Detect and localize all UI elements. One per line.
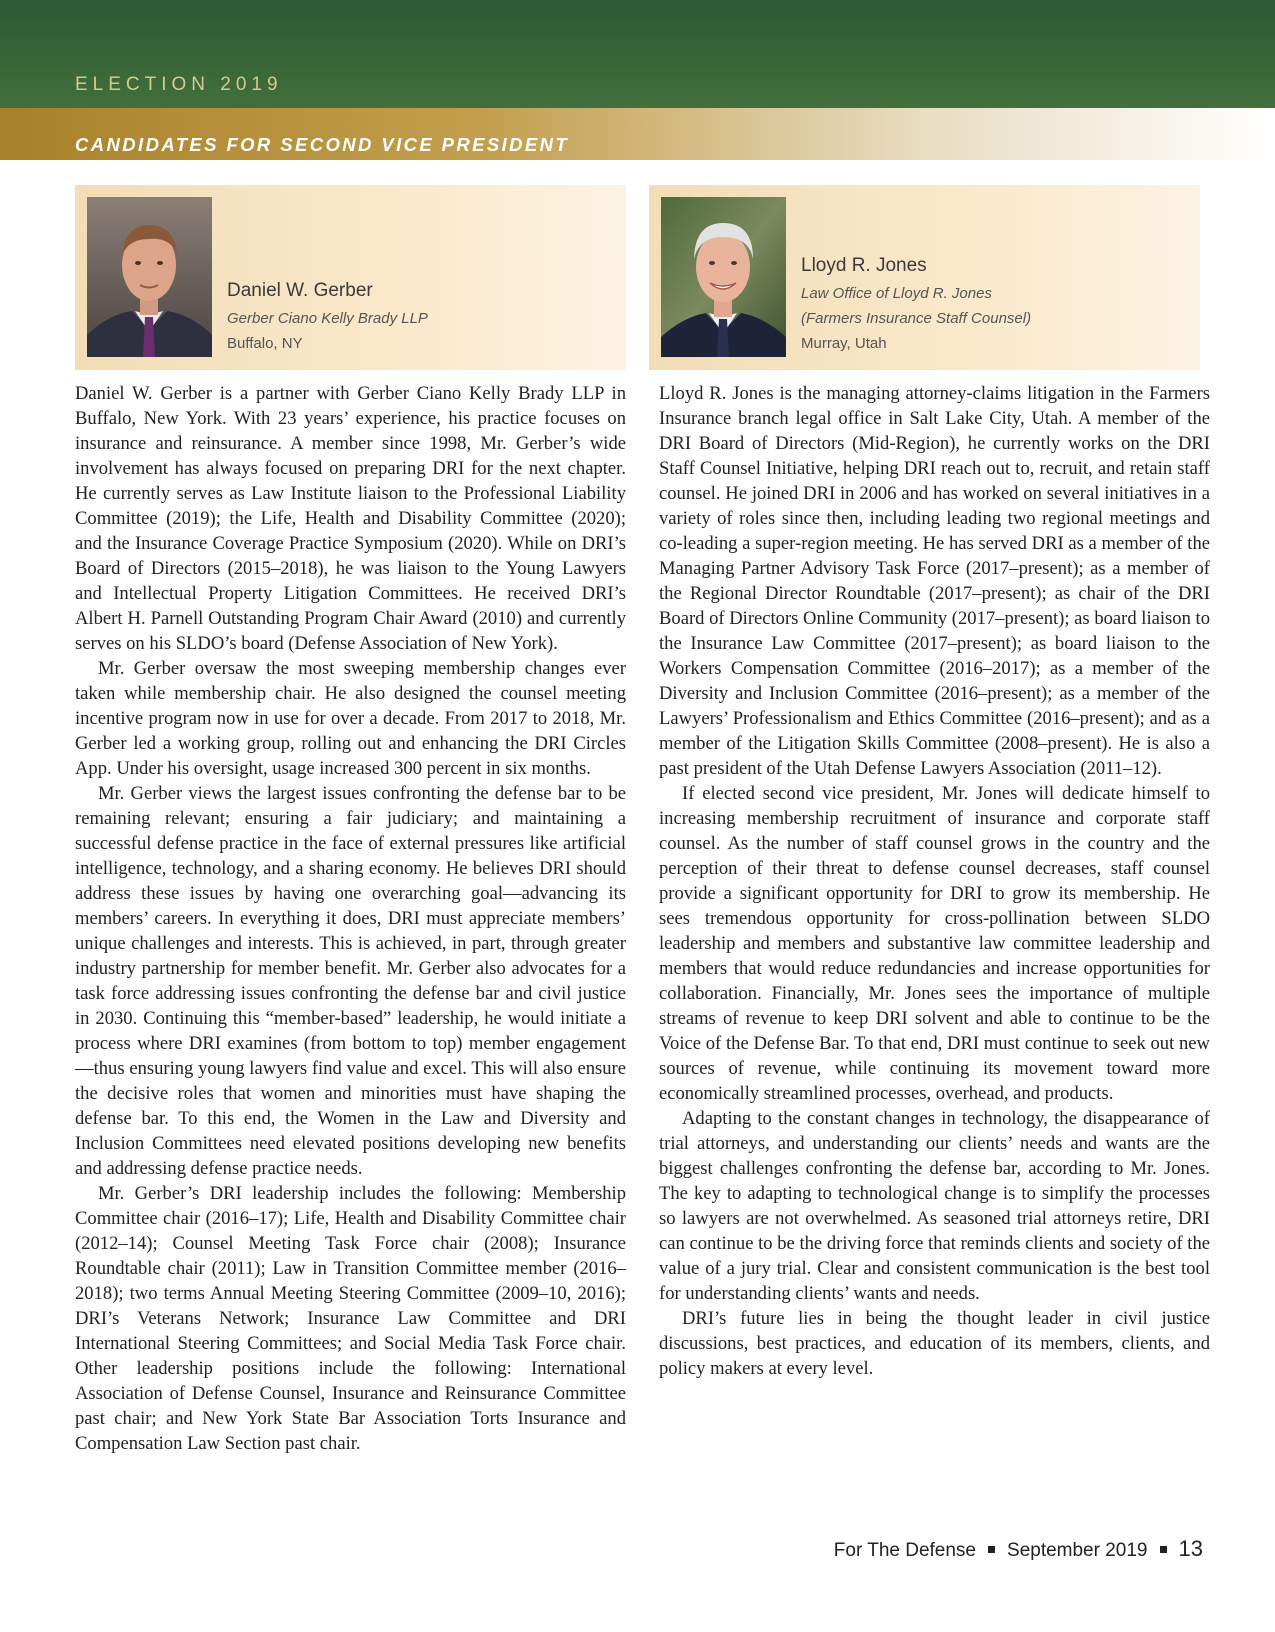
bio-paragraph: Daniel W. Gerber is a partner with Gerber Ciano Kelly Brady LLP in Buffalo, New York. With 23 years’ experience, his practice focuses on insurance and reinsurance. A member since 1998, Mr. Gerber’s wide involvement has always focused on preparing DRI for the next chapter. He currently serves as Law Institute liaison to the Professional Liability Committee (2019); the Life, Health and Disability Committee (2020); and the Insurance Coverage Practice Symposium (2020). While on DRI’s Board of Directors (2015–2018), he was liaison to the Young Lawyers and Intellectual Property Litigation Committees. He received DRI’s Albert H. Parnell Outstanding Program Chair Award (2010) and currently serves on his SLDO’s board (Defense Association of New York). bbox=[75, 383, 626, 654]
portrait-icon bbox=[87, 197, 212, 357]
candidate-firm-note: (Farmers Insurance Staff Counsel) bbox=[801, 310, 1032, 327]
candidate-name: Lloyd R. Jones bbox=[801, 255, 927, 276]
portrait-icon bbox=[661, 197, 786, 357]
bio-paragraph: DRI’s future lies in being the thought leader in civil justice discussions, best practices, and education of its members, clients, and policy makers at every level. bbox=[659, 1308, 1210, 1379]
candidate-photo-jones bbox=[661, 197, 786, 357]
candidate-firm: Law Office of Lloyd R. Jones bbox=[801, 285, 992, 302]
election-kicker: ELECTION 2019 bbox=[75, 74, 283, 95]
separator-square-icon bbox=[988, 1546, 995, 1553]
candidate-location: Murray, Utah bbox=[801, 335, 887, 352]
separator-square-icon bbox=[1160, 1546, 1167, 1553]
bio-paragraph: Adapting to the constant changes in technology, the disappearance of trial attorneys, and understanding our clients’ needs and wants are the biggest challenges confronting the defense bar, according to Mr. Jones. The key to adapting to technological change is to simplify the processes so lawyers are not overwhelmed. As seasoned trial attorneys retire, DRI can continue to be the driving force that reminds clients and society of the value of a jury trial. Clear and consistent communication is the best tool for understanding clients’ wants and needs. bbox=[659, 1108, 1210, 1304]
candidate-name: Daniel W. Gerber bbox=[227, 280, 373, 301]
candidate-card-gerber bbox=[75, 185, 626, 370]
page-number: 13 bbox=[1178, 1536, 1203, 1561]
section-title: CANDIDATES FOR SECOND VICE PRESIDENT bbox=[75, 134, 570, 155]
bio-paragraph: Mr. Gerber views the largest issues confronting the defense bar to be remaining relevant; ensuring a fair judiciary; and maintaining a successful defense practice in the face of external pressures like artificial intelligence, technology, and a sharing economy. He believes DRI should address these issues by having one overarching goal—advancing its members’ careers. In everything it does, DRI must appreciate members’ unique challenges and interests. This is achieved, in part, through greater industry partnership for member benefit. Mr. Gerber also advocates for a task force addressing issues confronting the defense bar and civil justice in 2030. Continuing this “member-based” leadership, he would initiate a process where DRI examines (from bottom to top) member engagement—thus ensuring young lawyers find value and excel. This will also ensure the decisive roles that women and minorities must have shaping the defense bar. To this end, the Women in the Law and Diversity and Inclusion Committees need elevated positions developing new benefits and addressing defense practice needs. bbox=[75, 783, 626, 1179]
publication-name: For The Defense bbox=[833, 1540, 977, 1561]
candidate-photo-gerber bbox=[87, 197, 212, 357]
bio-paragraph: If elected second vice president, Mr. Jones will dedicate himself to increasing membership recruitment of insurance and corporate staff counsel. As the number of staff counsel grows in the country and the perception of their threat to defense counsel decreases, staff counsel provide a significant opportunity for DRI to grow its membership. He sees tremendous opportunity for cross-pollination between SLDO leadership and members and substantive law committee leadership and members that would reduce redundancies and increase opportunities for collaboration. Financially, Mr. Jones sees the importance of multiple streams of revenue to keep DRI solvent and able to continue to be the Voice of the Defense Bar. To that end, DRI must continue to seek out new sources of revenue, while continuing its movement toward more economically streamlined processes, overhead, and products. bbox=[659, 783, 1210, 1104]
candidate-firm: Gerber Ciano Kelly Brady LLP bbox=[227, 310, 428, 327]
candidate-bio-gerber bbox=[75, 381, 626, 1456]
candidate-location: Buffalo, NY bbox=[227, 335, 303, 352]
bio-paragraph: Mr. Gerber’s DRI leadership includes the following: Membership Committee chair (2016–17); Life, Health and Disability Committee chair (2012–14); Counsel Meeting Task Force chair (2008); Insurance Roundtable chair (2011); Law in Transition Committee member (2016–2018); two terms Annual Meeting Steering Committee (2009–10, 2016); DRI’s Veterans Network; Insurance Law Committee and DRI International Steering Committees; and Social Media Task Force chair. Other leadership positions include the following: International Association of Defense Counsel, Insurance and Reinsurance Committee past chair; and New York State Bar Association Torts Insurance and Compensation Law Section past chair. bbox=[75, 1183, 626, 1454]
candidate-card-jones bbox=[649, 185, 1200, 370]
candidate-bio-jones bbox=[659, 381, 1210, 1381]
bio-paragraph: Lloyd R. Jones is the managing attorney-claims litigation in the Farmers Insurance branch legal office in Salt Lake City, Utah. A member of the DRI Board of Directors (Mid-Region), he currently works on the DRI Staff Counsel Initiative, helping DRI reach out to, recruit, and retain staff counsel. He joined DRI in 2006 and has worked on several initiatives in a variety of roles since then, including leading two regional meetings and co-leading a super-region meeting. He has served DRI as a member of the Managing Partner Advisory Task Force (2017–present); as a member of the Regional Director Roundtable (2017–present); as chair of the DRI Board of Directors Online Community (2017–present); as board liaison to the Insurance Law Committee (2017–present); as board liaison to the Workers Compensation Committee (2016–2017); as a member of the Diversity and Inclusion Committee (2016–present); as a member of the Lawyers’ Professionalism and Ethics Committee (2016–present); and as a member of the Litigation Skills Committee (2008–present). He is also a past president of the Utah Defense Lawyers Association (2011–12). bbox=[659, 383, 1210, 779]
issue-date: September 2019 bbox=[1007, 1540, 1148, 1561]
bio-paragraph: Mr. Gerber oversaw the most sweeping membership changes ever taken while membership chair. He also designed the counsel meeting incentive program now in use for over a decade. From 2017 to 2018, Mr. Gerber led a working group, rolling out and enhancing the DRI Circles App. Under his oversight, usage increased 300 percent in six months. bbox=[75, 658, 626, 779]
page-footer bbox=[834, 1536, 1203, 1562]
